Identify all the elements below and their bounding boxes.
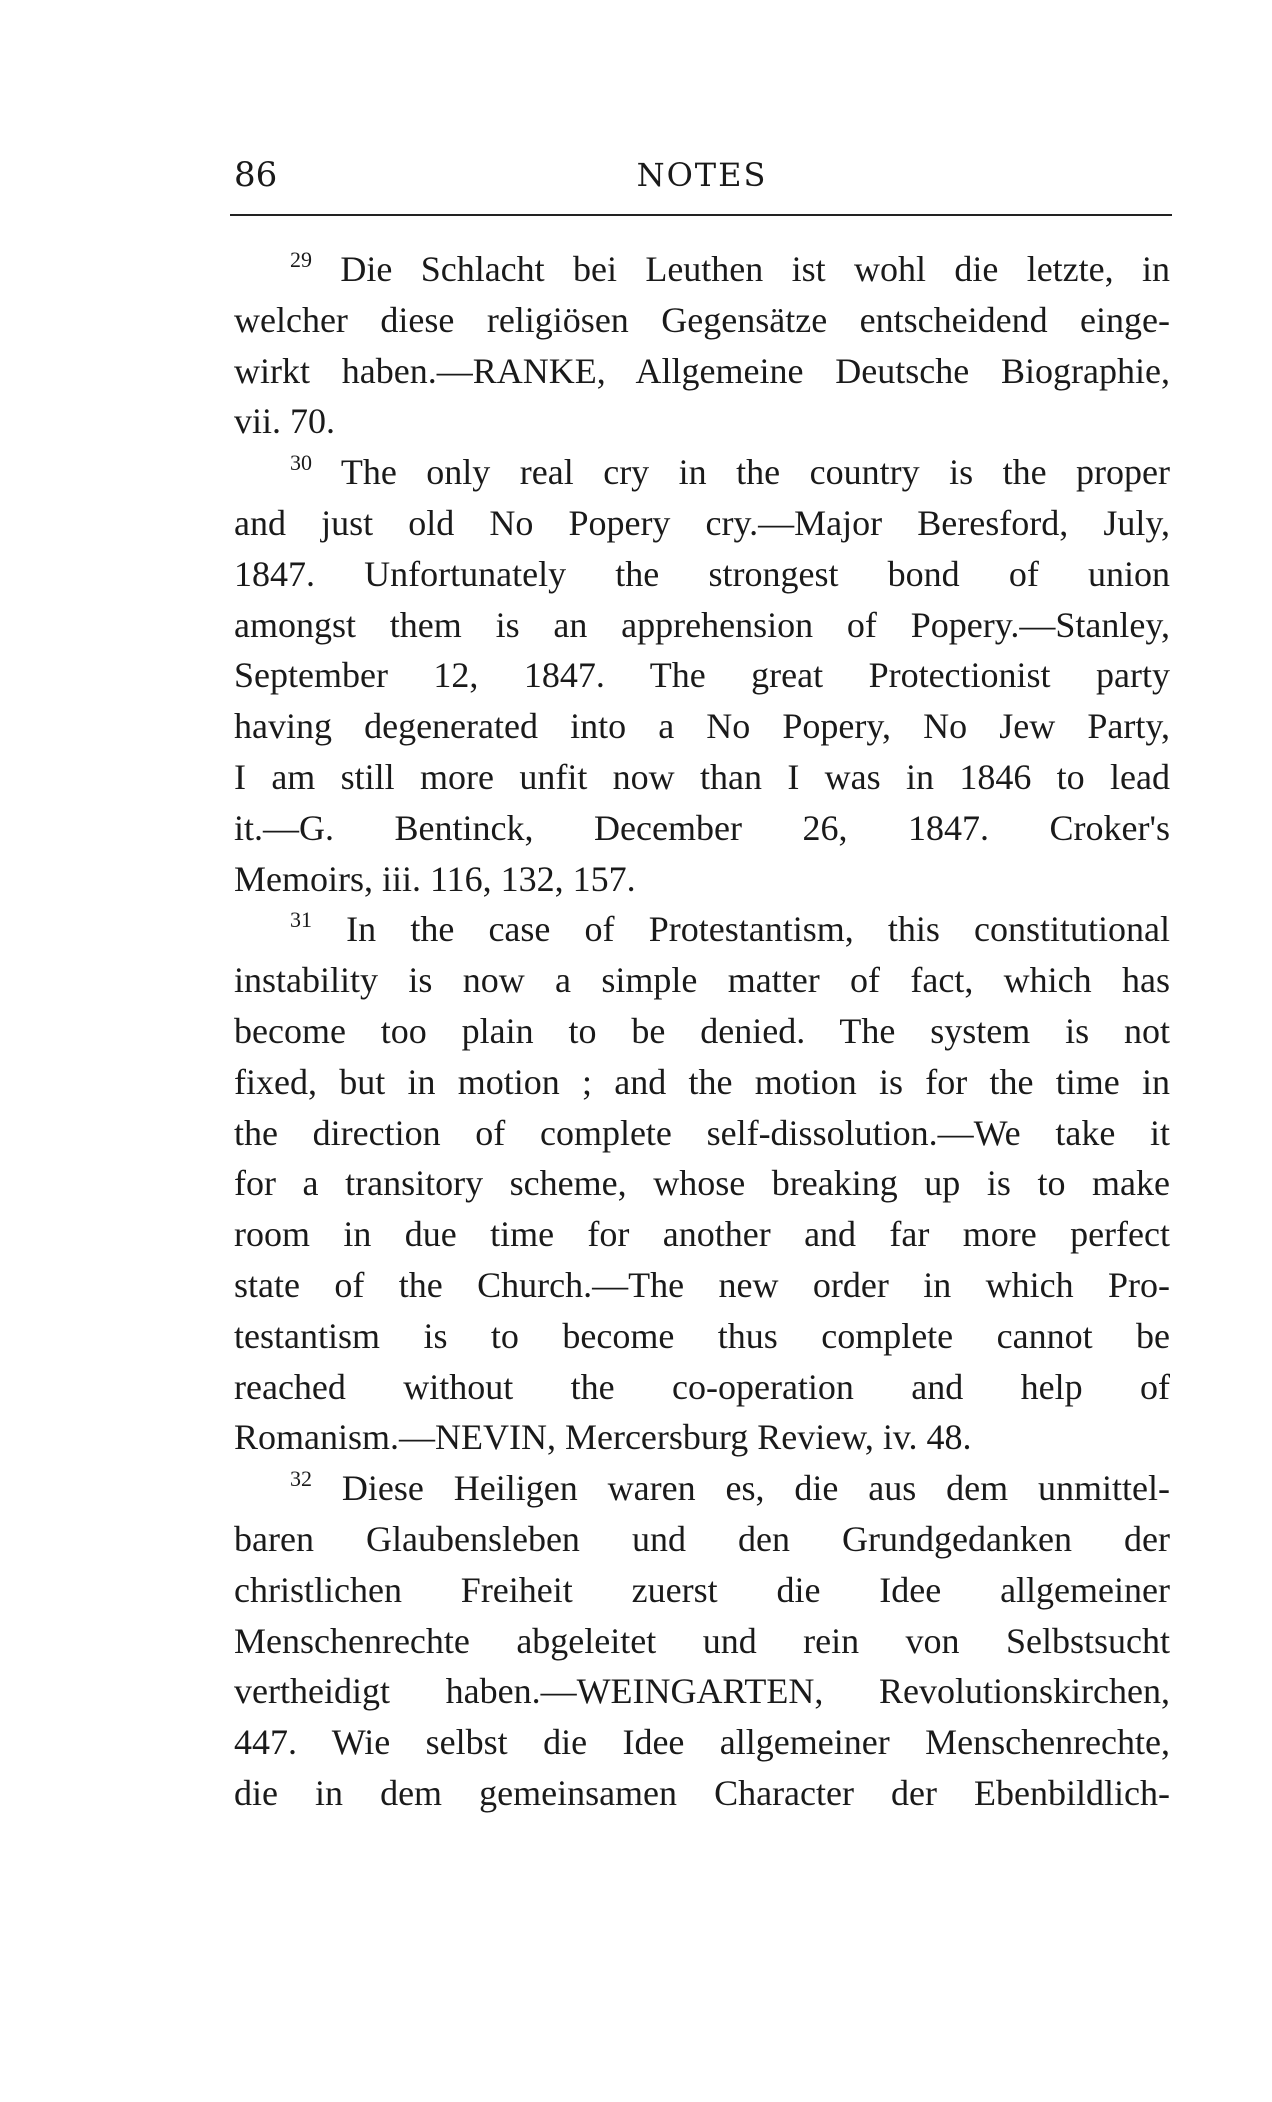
note-line [234, 447, 1170, 498]
note-29 [234, 244, 1170, 447]
note-line: 447. Wie selbst die Idee allgemeiner Menschenrechte, [234, 1722, 1170, 1763]
note-line: it.—G. Bentinck, December 26, 1847. Croker's [234, 807, 1170, 848]
note-line [234, 244, 1170, 295]
note-line: become too plain to be denied. The system is not [234, 1010, 1170, 1051]
note-line: September 12, 1847. The great Protectionist party [234, 655, 1170, 696]
note-line: vertheidigt haben.—WEINGARTEN, Revolutionskirchen, [234, 1671, 1170, 1712]
note-line-text: The only real cry in the country is the proper [340, 452, 1170, 493]
note-30 [234, 447, 1170, 904]
note-number: 31 [290, 907, 312, 933]
running-title: NOTES [636, 156, 768, 194]
page-number: 86 [234, 155, 278, 195]
notes-body [234, 244, 1170, 1819]
note-line: for a transitory scheme, whose breaking up is to make [234, 1163, 1170, 1204]
note-line: Menschenrechte abgeleitet und rein von Selbstsucht [234, 1620, 1170, 1661]
note-31 [234, 904, 1170, 1463]
note-line: fixed, but in motion ; and the motion is for the time in [234, 1061, 1170, 1102]
note-line-text: Diese Heiligen waren es, die aus dem unmittel- [341, 1468, 1170, 1509]
note-line: Memoirs, iii. 116, 132, 157. [234, 858, 636, 899]
note-number: 32 [290, 1466, 312, 1492]
note-line: I am still more unfit now than I was in 1846 to lead [234, 756, 1170, 797]
note-line: the direction of complete self-dissolution.—We take it [234, 1112, 1170, 1153]
note-line: christlichen Freiheit zuerst die Idee allgemeiner [234, 1569, 1170, 1610]
note-line-text: Die Schlacht bei Leuthen ist wohl die letzte, in [340, 249, 1170, 289]
note-line: vii. 70. [234, 401, 336, 442]
note-32 [234, 1463, 1170, 1819]
note-line [234, 904, 1170, 955]
note-line: testantism is to become thus complete cannot be [234, 1315, 1170, 1356]
page-header [234, 150, 1170, 200]
note-line: wirkt haben.—RANKE, Allgemeine Deutsche Biographie, [234, 350, 1170, 391]
note-line: and just old No Popery cry.—Major Beresford, July, [234, 502, 1170, 543]
note-line [234, 1463, 1170, 1514]
note-line: amongst them is an apprehension of Popery.—Stanley, [234, 604, 1170, 645]
note-line: die in dem gemeinsamen Character der Ebenbildlich- [234, 1772, 1170, 1813]
note-line: reached without the co-operation and help of [234, 1366, 1170, 1407]
note-line: state of the Church.—The new order in which Pro- [234, 1264, 1170, 1305]
note-line: 1847. Unfortunately the strongest bond of union [234, 553, 1170, 594]
note-line: baren Glaubensleben und den Grundgedanken der [234, 1518, 1170, 1559]
note-line: room in due time for another and far more perfect [234, 1214, 1170, 1255]
note-number: 30 [290, 450, 312, 476]
header-rule [230, 214, 1172, 216]
note-line: welcher diese religiösen Gegensätze entscheidend einge- [234, 299, 1170, 340]
note-line: instability is now a simple matter of fact, which has [234, 960, 1170, 1001]
note-line-text: In the case of Protestantism, this constitutional [346, 909, 1171, 950]
note-line: Romanism.—NEVIN, Mercersburg Review, iv. 48. [234, 1417, 972, 1458]
note-number: 29 [290, 247, 312, 272]
note-line: having degenerated into a No Popery, No Jew Party, [234, 706, 1170, 747]
